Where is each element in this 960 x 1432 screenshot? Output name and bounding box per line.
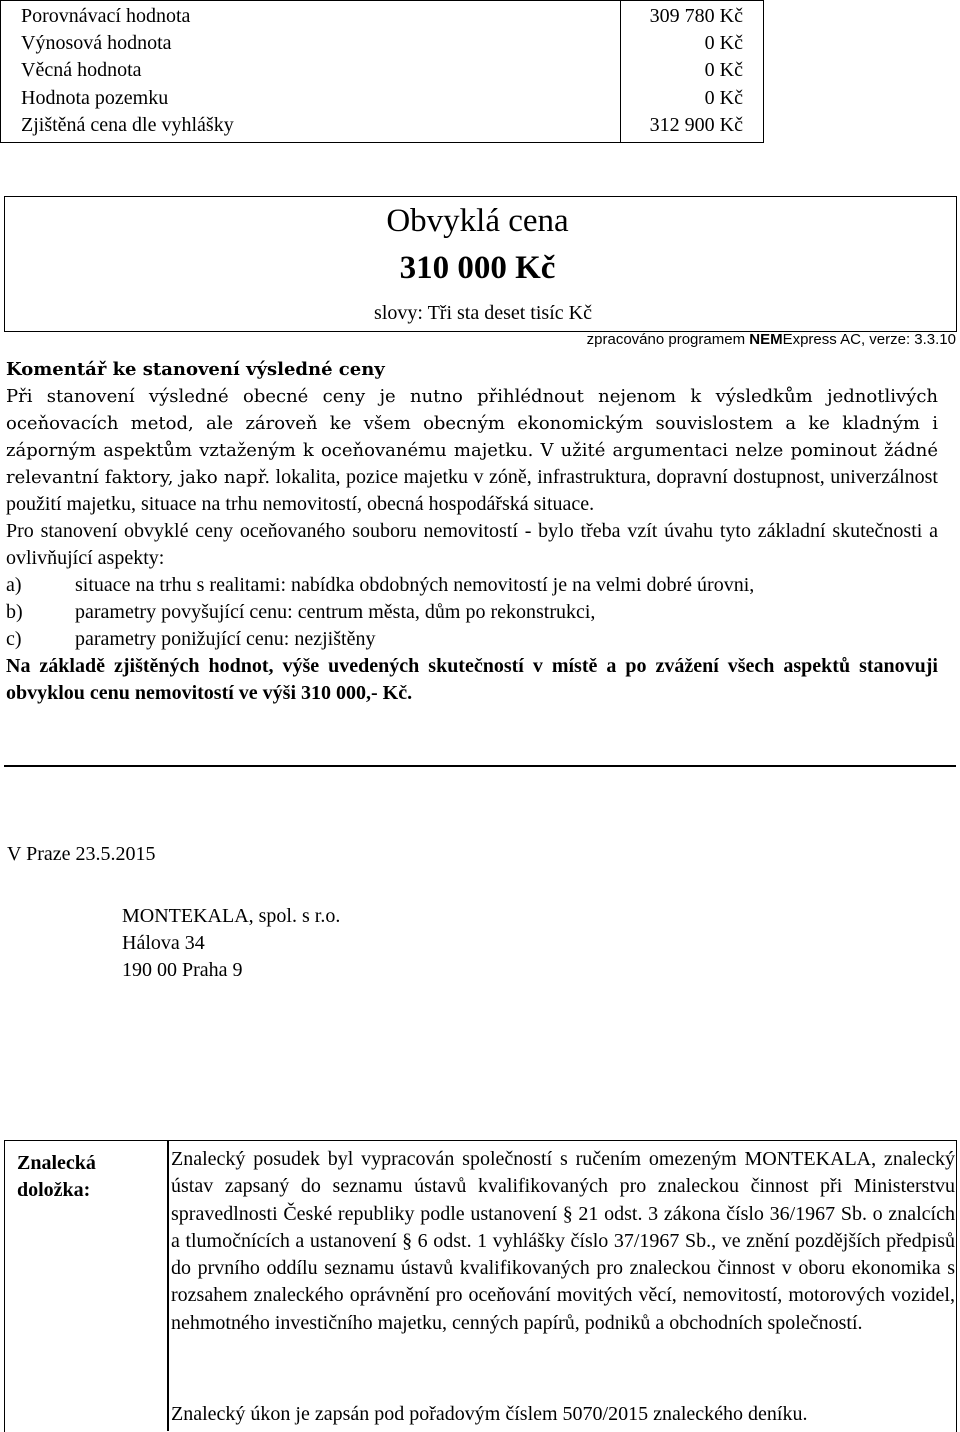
summary-label: Věcná hodnota: [21, 59, 142, 81]
summary-label: Výnosová hodnota: [21, 32, 172, 54]
result-value-in-words: slovy: Tři sta deset tisíc Kč: [374, 302, 592, 324]
company-street: Hálova 34: [122, 932, 205, 954]
summary-value: 0 Kč: [704, 87, 743, 109]
summary-label: Hodnota pozemku: [21, 87, 169, 109]
list-item: [6, 572, 938, 599]
software-note-prefix: zpracováno programem: [586, 331, 750, 348]
comment-paragraph: [6, 383, 938, 518]
summary-row: [1, 112, 763, 139]
comment-section: [6, 356, 938, 707]
expert-clause-label-line: Znalecká: [17, 1152, 96, 1174]
comment-paragraph: Pro stanovení obvyklé ceny oceňovaného souboru nemovitostí - bylo třeba vzít úvahu tyto základní skutečnosti a ovlivňující aspekty:: [6, 520, 938, 569]
software-note-brand: NEM: [749, 331, 783, 348]
expert-clause-label: [17, 1150, 96, 1204]
expert-clause-label-line: doložka:: [17, 1179, 91, 1201]
comment-heading: Komentář ke stanovení výsledné ceny: [6, 359, 385, 380]
summary-row: [1, 3, 763, 30]
company-city: 190 00 Praha 9: [122, 959, 243, 981]
list-marker: a): [6, 574, 22, 596]
software-note: [587, 331, 956, 348]
expert-clause-text: Znalecký posudek byl vypracován společností s ručením omezeným MONTEKALA, znalecký ústav zapsaný do seznamu ústavů kvalifikovaných pro znaleckou činnost při Ministerstvu spravedlnosti České republiky podle ustanovení § 21 odst. 3 zákona číslo 36/1967 Sb. o znalcích a tlumočnících a ustanovení § 6 odst. 1 vyhlášky číslo 37/1967 Sb., ve znění pozdějších předpisů do prvního oddílu seznamu ústavů kvalifikovaných pro znaleckou činnost v oboru ekonomika s rozsahem znaleckého oprávnění pro oceňování movitých věcí, nemovitostí, motorových vozidel, nehmotného investičního majetku, cenných papírů, podniků a obchodních společností.: [171, 1148, 955, 1334]
conclusion-rule: [4, 765, 956, 767]
place-date: V Praze 23.5.2015: [7, 843, 156, 865]
result-value: 310 000 Kč: [399, 250, 556, 286]
summary-value: 0 Kč: [704, 59, 743, 81]
summary-label: Zjištěná cena dle vyhlášky: [21, 114, 234, 136]
company-name: MONTEKALA, spol. s r.o.: [122, 905, 341, 927]
list-marker: c): [6, 628, 22, 650]
comment-paragraph-part: Při stanovení výsledné obecné ceny je nutno přihlédnout nejenom k výsledkům jednotlivých oceňovacích metod, ale zároveň ke všem obecným ekonomickým souvislostem a ke kladným i záporným aspektům vztaženým k oceňovanému majetku. V užité argumentaci nelze pominout žádné relevantní faktory, jako např.: [6, 386, 938, 488]
conclusion: Na základě zjištěných hodnot, výše uvedených skutečností v místě a po zvážení všech aspektů stanovuji obvyklou cenu nemovitostí ve výši 310 000,- Kč.: [6, 655, 938, 704]
expert-clause-divider: [167, 1140, 169, 1431]
summary-value: 309 780 Kč: [649, 5, 743, 27]
list-text: parametry povyšující cenu: centrum města, dům po rekonstrukci,: [75, 601, 596, 623]
summary-table: [0, 0, 764, 143]
summary-row: [1, 85, 763, 112]
list-item: [6, 599, 938, 626]
list-text: situace na trhu s realitami: nabídka obdobných nemovitostí je na velmi dobré úrovni,: [75, 574, 755, 596]
company-address: [122, 903, 340, 984]
result-title: Obvyklá cena: [386, 203, 569, 239]
summary-value: 0 Kč: [704, 32, 743, 54]
summary-label: Porovnávací hodnota: [21, 5, 191, 27]
summary-value: 312 900 Kč: [649, 114, 743, 136]
comment-paragraph-part: lokalita, pozice majetku v zóně, infrastruktura, dopravní dostupnost, univerzálnost použití majetku, situace na trhu nemovitostí, obecná hospodářská situace.: [6, 466, 938, 515]
expert-clause-registration-note: Znalecký úkon je zapsán pod pořadovým číslem 5070/2015 znaleckého deníku.: [171, 1403, 808, 1425]
list-item: [6, 626, 938, 653]
summary-row: [1, 57, 763, 84]
summary-row: [1, 30, 763, 57]
software-note-suffix: Express AC, verze: 3.3.10: [782, 331, 956, 348]
list-marker: b): [6, 601, 23, 623]
list-text: parametry ponižující cenu: nezjištěny: [75, 628, 376, 650]
